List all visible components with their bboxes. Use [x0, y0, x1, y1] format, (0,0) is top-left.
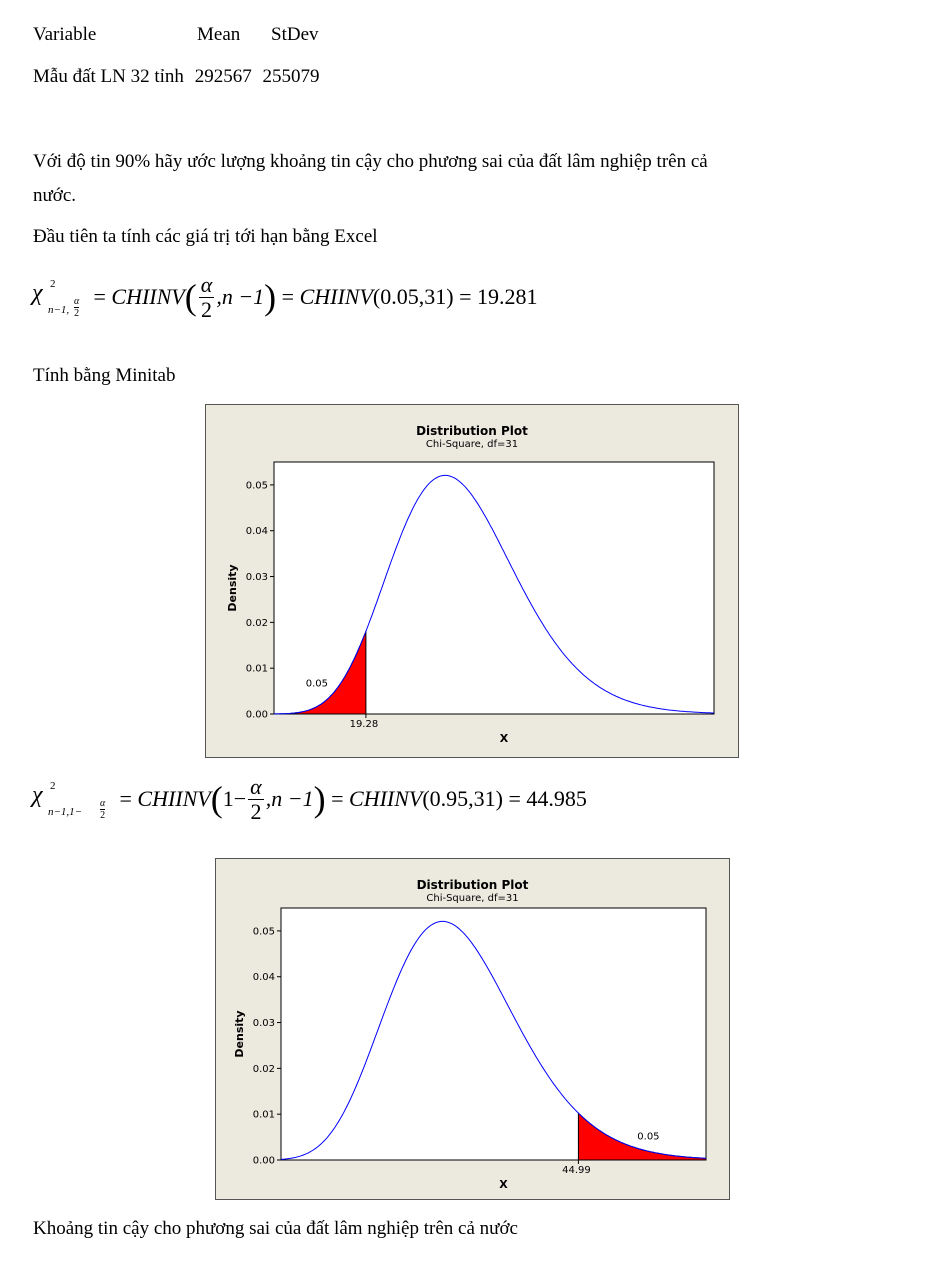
distribution-plot-left-tail — [205, 404, 739, 758]
tail-area-label: 0.05 — [637, 1131, 660, 1143]
chart-title: Distribution Plot — [416, 424, 528, 438]
question-line-2: nước. — [33, 185, 77, 206]
row-mean: 292567 — [194, 66, 252, 87]
y-tick-label: 0.04 — [245, 526, 268, 538]
stats-row — [33, 66, 319, 88]
eval-chiinv-2: CHIINV — [349, 786, 423, 811]
y-tick-label: 0.01 — [252, 1109, 275, 1121]
conclusion: Khoảng tin cậy cho phương sai của đất lâm nghiệp trên cả nước — [33, 1218, 518, 1239]
y-axis-label: Density — [226, 564, 239, 612]
eval-chiinv: CHIINV — [299, 284, 373, 309]
y-tick-label: 0.02 — [252, 1063, 275, 1075]
y-tick-label: 0.03 — [252, 1018, 275, 1030]
chart-title: Distribution Plot — [416, 878, 529, 892]
plot-area — [281, 908, 706, 1160]
chi-subscript-fraction-2: α 2 — [100, 798, 106, 821]
excel-intro: Đầu tiên ta tính các giá trị tới hạn bằng Excel — [33, 226, 378, 247]
chart-subtitle: Chi-Square, df=31 — [425, 439, 519, 450]
chi-subscript-2: n−1,1− — [48, 806, 83, 818]
y-tick-label: 0.04 — [252, 972, 275, 984]
upper-critical-value: 44.985 — [526, 786, 587, 811]
y-tick-label: 0.02 — [245, 617, 268, 629]
func-chiinv: CHIINV — [111, 284, 185, 309]
chi-superscript: 2 — [50, 278, 56, 290]
y-tick-label: 0.05 — [252, 926, 275, 938]
formula-lower-critical: χ 2 n−1, α 2 = CHIINV( $\frac{\alpha}{2}$ ,n −1) = CHIINV(0.05,31) = 19.281 — [32, 271, 538, 322]
func-chiinv-2: CHIINV — [137, 786, 211, 811]
alpha-over-2: $\frac{\alpha}{2}$ — [200, 271, 213, 322]
plot-area — [274, 462, 714, 714]
x-axis-label: X — [499, 1178, 508, 1191]
stats-header — [33, 24, 319, 46]
formula-upper-critical: χ 2 n−1,1− α 2 = CHIINV(1− $\frac{\alpha}{2}$ ,n −1) = CHIINV(0.95,31) = 44.985 — [32, 773, 587, 824]
row-variable: Mẫu đất LN 32 tỉnh — [33, 66, 184, 87]
lower-critical-value: 19.281 — [476, 284, 538, 309]
tail-area-label: 0.05 — [305, 678, 329, 690]
alpha-over-2-b: $\frac{\alpha}{2}$ — [250, 773, 262, 824]
question-line-1: Với độ tin 90% hãy ước lượng khoảng tin cậy cho phương sai của đất lâm nghiệp trên cả — [33, 151, 708, 172]
header-stdev: StDev — [271, 24, 319, 45]
chart-left-tail-svg — [206, 405, 738, 757]
row-stdev: 255079 — [262, 66, 320, 87]
y-tick-label: 0.03 — [245, 572, 268, 584]
y-tick-label: 0.00 — [245, 709, 268, 721]
y-axis-label: Density — [233, 1010, 246, 1058]
chi-superscript-2: 2 — [50, 780, 56, 792]
chi-subscript: n−1, — [48, 304, 70, 316]
y-tick-label: 0.01 — [245, 663, 268, 675]
chi-symbol: χ — [32, 280, 43, 306]
distribution-plot-right-tail — [215, 858, 730, 1200]
critical-value-label: 19.28 — [349, 719, 379, 730]
chart-subtitle: Chi-Square, df=31 — [426, 893, 519, 904]
header-mean: Mean — [197, 24, 241, 45]
chi-symbol-2: χ — [32, 782, 43, 808]
critical-value-label: 44.99 — [562, 1165, 591, 1176]
chi-subscript-fraction: α 2 — [74, 296, 80, 319]
header-variable: Variable — [33, 24, 97, 45]
x-axis-label: X — [499, 732, 509, 745]
y-tick-label: 0.00 — [252, 1155, 275, 1167]
y-tick-label: 0.05 — [245, 480, 268, 492]
minitab-heading: Tính bằng Minitab — [33, 365, 176, 386]
chart-right-tail-svg — [216, 859, 729, 1199]
